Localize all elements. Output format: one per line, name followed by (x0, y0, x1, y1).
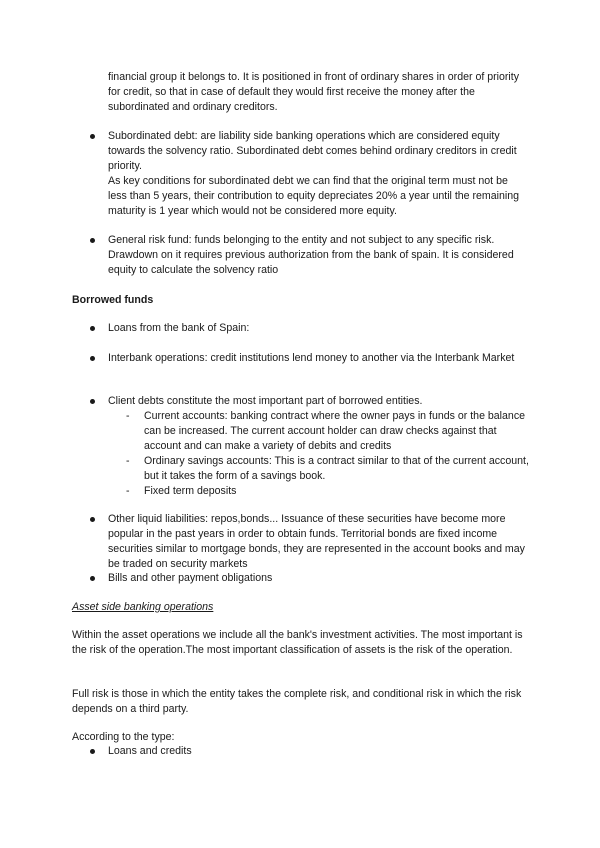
dash-icon: - (126, 410, 130, 422)
bullet-icon (90, 238, 95, 243)
bullet-icon (90, 356, 95, 361)
list-item-text: Bills and other payment obligations (108, 572, 273, 584)
list-item-text: Interbank operations: credit institutions lend money to another via the Interbank Market (108, 352, 515, 364)
bullet-icon (90, 134, 95, 139)
dash-icon: - (126, 485, 130, 497)
sub-item-text: Fixed term deposits (144, 485, 237, 497)
dash-icon: - (126, 455, 130, 467)
list-item-text: Loans and credits (108, 745, 192, 757)
section-heading-borrowed-funds: Borrowed funds (72, 294, 154, 306)
bullet-icon (90, 576, 95, 581)
asset-paragraph-3: According to the type: (72, 731, 175, 743)
section-heading-asset-side: Asset side banking operations (72, 601, 214, 613)
list-item-text: General risk fund: funds belonging to the entity and not subject to any specific risk. Drawdown on it requires previous authorization from the bank of spain. It is considered equity to calculate the solvency ratio (108, 234, 514, 276)
bullet-icon (90, 326, 95, 331)
asset-paragraph-1: Within the asset operations we include all the bank's investment activities. The most important is the risk of the operation.The most important classification of assets is the risk of the operation. (72, 629, 523, 656)
bullet-icon (90, 399, 95, 404)
sub-item-text: Ordinary savings accounts: This is a contract similar to that of the current account, but it takes the form of a savings book. (144, 455, 529, 482)
asset-paragraph-2: Full risk is those in which the entity takes the complete risk, and conditional risk in which the risk depends on a third party. (72, 688, 522, 715)
list-item-text: Loans from the bank of Spain: (108, 322, 250, 334)
list-item-text: Other liquid liabilities: repos,bonds... Issuance of these securities have become more popular in the past years in order to obtain funds. Territorial bonds are fixed income securities similar to mortgage bonds, they are represented in the account books and may be traded on security markets (108, 513, 525, 570)
sub-item-text: Current accounts: banking contract where the owner pays in funds or the balance can be increased. The current account holder can draw checks against that account and can make a variety of debits and credits (144, 410, 526, 452)
list-item-text: Client debts constitute the most important part of borrowed entities. (108, 395, 423, 407)
continuation-paragraph: financial group it belongs to. It is positioned in front of ordinary shares in order of priority for credit, so that in case of default they would first receive the money after the subordinated and ordinary creditors. (108, 71, 520, 113)
list-item-extra-text: As key conditions for subordinated debt we can find that the original term must not be less than 5 years, their contribution to equity depreciates 20% a year until the remaining maturity is 1 year which would not be considered more equity. (108, 175, 520, 217)
bullet-icon (90, 749, 95, 754)
bullet-icon (90, 517, 95, 522)
list-item-text: Subordinated debt: are liability side banking operations which are considered equity towards the solvency ratio. Subordinated debt comes behind ordinary creditors in credit priority. (108, 130, 517, 172)
